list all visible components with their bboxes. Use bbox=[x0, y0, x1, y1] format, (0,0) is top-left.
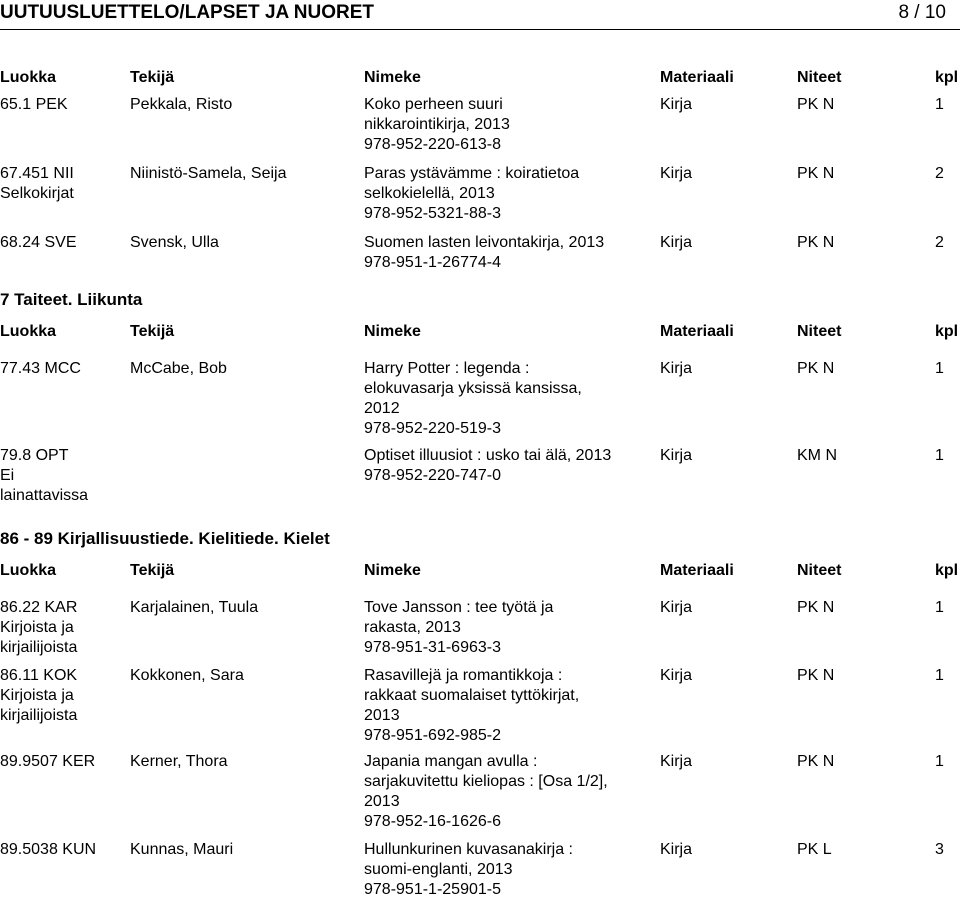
cell-nimeke bbox=[364, 233, 604, 273]
column-header-row bbox=[0, 322, 960, 344]
cell-nimeke-line: 978-951-1-25901-5 bbox=[364, 881, 501, 898]
column-header-materiaali: Materiaali bbox=[660, 562, 734, 579]
cell-luokka bbox=[0, 446, 88, 506]
cell-nimeke-line: 978-952-220-519-3 bbox=[364, 420, 501, 437]
cell-kpl: 2 bbox=[935, 165, 944, 182]
cell-luokka bbox=[0, 95, 68, 115]
cell-nimeke-line: Japania mangan avulla : bbox=[364, 753, 538, 770]
cell-nimeke-line: 2013 bbox=[364, 793, 400, 810]
cell-luokka-line: Ei bbox=[0, 467, 15, 484]
cell-nimeke-line: sarjakuvitettu kieliopas : [Osa 1/2], bbox=[364, 773, 608, 790]
cell-nimeke-line: 978-951-692-985-2 bbox=[364, 727, 501, 744]
cell-luokka-line: kirjailijoista bbox=[0, 707, 78, 724]
cell-nimeke-line: Harry Potter : legenda : bbox=[364, 360, 530, 377]
cell-nimeke bbox=[364, 359, 582, 439]
column-header-niteet: Niteet bbox=[797, 69, 842, 86]
cell-luokka bbox=[0, 666, 77, 726]
cell-luokka-line: lainattavissa bbox=[0, 487, 89, 504]
header-rule bbox=[0, 29, 960, 30]
cell-nimeke-line: 978-952-220-613-8 bbox=[364, 136, 501, 153]
page-header bbox=[0, 0, 960, 32]
cell-nimeke-line: Tove Jansson : tee työtä ja bbox=[364, 599, 554, 616]
column-header-kpl: kpl bbox=[935, 69, 959, 86]
cell-niteet: KM N bbox=[797, 447, 837, 464]
column-header-luokka: Luokka bbox=[0, 323, 57, 340]
cell-nimeke-line: Rasavillejä ja romantikkoja : bbox=[364, 667, 563, 684]
cell-materiaali: Kirja bbox=[660, 447, 693, 464]
cell-nimeke-line: Suomen lasten leivontakirja, 2013 bbox=[364, 234, 605, 251]
cell-kpl: 1 bbox=[935, 360, 944, 377]
column-header-row bbox=[0, 68, 960, 90]
column-header-row bbox=[0, 561, 960, 583]
cell-kpl: 3 bbox=[935, 841, 944, 858]
cell-kpl: 1 bbox=[935, 96, 944, 113]
cell-luokka-line: Kirjoista ja bbox=[0, 619, 74, 636]
cell-tekija: Niinistö-Samela, Seija bbox=[130, 165, 287, 182]
cell-luokka-line: 86.22 KAR bbox=[0, 599, 78, 616]
cell-luokka bbox=[0, 359, 81, 379]
cell-tekija: Kunnas, Mauri bbox=[130, 841, 234, 858]
cell-nimeke-line: 978-952-220-747-0 bbox=[364, 467, 501, 484]
cell-nimeke bbox=[364, 666, 579, 746]
section-title: 7 Taiteet. Liikunta bbox=[0, 290, 143, 309]
cell-nimeke-line: 2012 bbox=[364, 400, 400, 417]
cell-niteet: PK N bbox=[797, 234, 835, 251]
cell-materiaali: Kirja bbox=[660, 599, 693, 616]
cell-nimeke bbox=[364, 446, 611, 486]
cell-luokka-line: 86.11 KOK bbox=[0, 667, 78, 684]
cell-luokka bbox=[0, 840, 96, 860]
cell-luokka-line: Selkokirjat bbox=[0, 185, 74, 202]
cell-nimeke-line: selkokielellä, 2013 bbox=[364, 185, 495, 202]
cell-kpl: 1 bbox=[935, 447, 944, 464]
column-header-kpl: kpl bbox=[935, 562, 959, 579]
section-title: 86 - 89 Kirjallisuustiede. Kielitiede. Kielet bbox=[0, 529, 330, 548]
cell-materiaali: Kirja bbox=[660, 234, 693, 251]
cell-nimeke bbox=[364, 95, 510, 155]
cell-nimeke-line: 978-952-5321-88-3 bbox=[364, 205, 501, 222]
cell-nimeke-line: Optiset illuusiot : usko tai älä, 2013 bbox=[364, 447, 612, 464]
cell-niteet: PK L bbox=[797, 841, 832, 858]
page-number: 8 / 10 bbox=[898, 2, 946, 23]
cell-nimeke-line: rakasta, 2013 bbox=[364, 619, 461, 636]
cell-niteet: PK N bbox=[797, 753, 835, 770]
cell-tekija: Kokkonen, Sara bbox=[130, 667, 244, 684]
cell-nimeke-line: rakkaat suomalaiset tyttökirjat, bbox=[364, 687, 580, 704]
cell-luokka-line: 89.5038 KUN bbox=[0, 841, 97, 858]
cell-nimeke-line: Hullunkurinen kuvasanakirja : bbox=[364, 841, 573, 858]
cell-nimeke-line: 978-951-1-26774-4 bbox=[364, 254, 501, 271]
cell-materiaali: Kirja bbox=[660, 841, 693, 858]
cell-luokka-line: kirjailijoista bbox=[0, 639, 78, 656]
cell-kpl: 1 bbox=[935, 753, 944, 770]
cell-luokka-line: 67.451 NII bbox=[0, 165, 74, 182]
cell-luokka bbox=[0, 598, 77, 658]
cell-nimeke-line: 978-951-31-6963-3 bbox=[364, 639, 501, 656]
cell-luokka bbox=[0, 233, 77, 253]
cell-tekija: McCabe, Bob bbox=[130, 360, 227, 377]
cell-nimeke-line: Koko perheen suuri bbox=[364, 96, 503, 113]
page-title: UUTUUSLUETTELO/LAPSET JA NUORET bbox=[0, 2, 375, 23]
cell-tekija: Kerner, Thora bbox=[130, 753, 228, 770]
cell-nimeke bbox=[364, 752, 608, 832]
column-header-kpl: kpl bbox=[935, 323, 959, 340]
cell-tekija: Pekkala, Risto bbox=[130, 96, 233, 113]
cell-niteet: PK N bbox=[797, 667, 835, 684]
cell-luokka-line: 65.1 PEK bbox=[0, 96, 68, 113]
cell-kpl: 1 bbox=[935, 599, 944, 616]
column-header-materiaali: Materiaali bbox=[660, 69, 734, 86]
cell-luokka bbox=[0, 752, 95, 772]
cell-luokka-line: 77.43 MCC bbox=[0, 360, 81, 377]
cell-materiaali: Kirja bbox=[660, 165, 693, 182]
column-header-luokka: Luokka bbox=[0, 562, 57, 579]
cell-tekija: Karjalainen, Tuula bbox=[130, 599, 259, 616]
column-header-luokka: Luokka bbox=[0, 69, 57, 86]
cell-kpl: 2 bbox=[935, 234, 944, 251]
cell-materiaali: Kirja bbox=[660, 96, 693, 113]
column-header-niteet: Niteet bbox=[797, 562, 842, 579]
cell-nimeke bbox=[364, 840, 573, 900]
column-header-tekija: Tekijä bbox=[130, 69, 175, 86]
cell-luokka-line: 79.8 OPT bbox=[0, 447, 69, 464]
cell-nimeke-line: 2013 bbox=[364, 707, 400, 724]
cell-nimeke-line: nikkarointikirja, 2013 bbox=[364, 116, 510, 133]
cell-tekija: Svensk, Ulla bbox=[130, 234, 219, 251]
cell-materiaali: Kirja bbox=[660, 667, 693, 684]
cell-niteet: PK N bbox=[797, 165, 835, 182]
cell-nimeke-line: suomi-englanti, 2013 bbox=[364, 861, 513, 878]
cell-luokka bbox=[0, 164, 74, 204]
cell-nimeke bbox=[364, 164, 579, 224]
column-header-materiaali: Materiaali bbox=[660, 323, 734, 340]
cell-luokka-line: 68.24 SVE bbox=[0, 234, 77, 251]
cell-niteet: PK N bbox=[797, 96, 835, 113]
column-header-nimeke: Nimeke bbox=[364, 69, 421, 86]
column-header-tekija: Tekijä bbox=[130, 323, 175, 340]
cell-niteet: PK N bbox=[797, 599, 835, 616]
column-header-niteet: Niteet bbox=[797, 323, 842, 340]
cell-materiaali: Kirja bbox=[660, 360, 693, 377]
cell-nimeke-line: Paras ystävämme : koiratietoa bbox=[364, 165, 580, 182]
cell-niteet: PK N bbox=[797, 360, 835, 377]
cell-materiaali: Kirja bbox=[660, 753, 693, 770]
cell-nimeke-line: 978-952-16-1626-6 bbox=[364, 813, 501, 830]
column-header-tekija: Tekijä bbox=[130, 562, 175, 579]
cell-luokka-line: 89.9507 KER bbox=[0, 753, 96, 770]
column-header-nimeke: Nimeke bbox=[364, 323, 421, 340]
cell-luokka-line: Kirjoista ja bbox=[0, 687, 74, 704]
cell-kpl: 1 bbox=[935, 667, 944, 684]
cell-nimeke-line: elokuvasarja yksissä kansissa, bbox=[364, 380, 582, 397]
cell-nimeke bbox=[364, 598, 553, 658]
column-header-nimeke: Nimeke bbox=[364, 562, 421, 579]
